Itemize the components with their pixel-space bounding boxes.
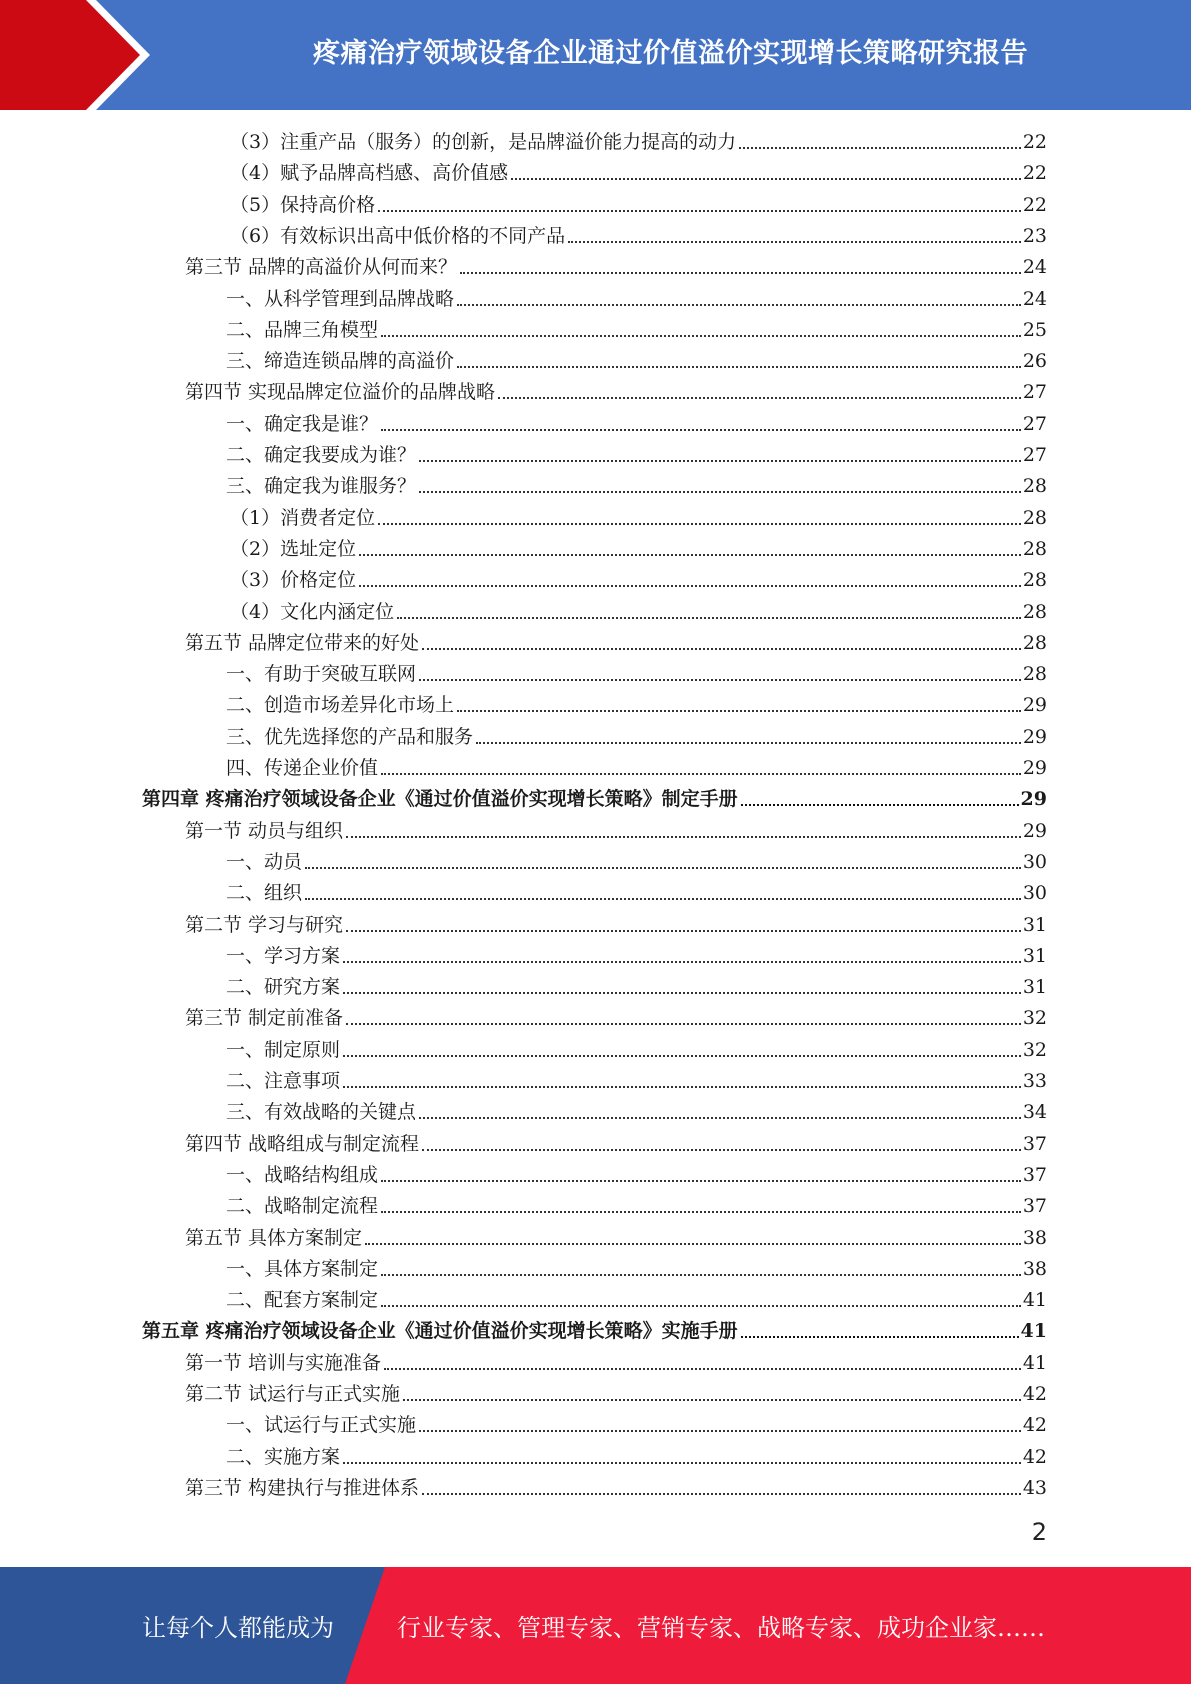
toc-dot-leader [419, 471, 1021, 493]
toc-entry-label: 第五章 疼痛治疗领域设备企业《通过价值溢价实现增长策略》实施手册 [142, 1320, 738, 1342]
toc-entry-page: 31 [1022, 976, 1047, 998]
toc-entry[interactable] [142, 1316, 1047, 1347]
toc-entry-page: 29 [1022, 726, 1047, 748]
toc-dot-leader [305, 847, 1021, 869]
toc-entry[interactable] [226, 722, 1047, 753]
toc-entry-label: 第四节 实现品牌定位溢价的品牌战略 [185, 381, 496, 403]
toc-dot-leader [568, 221, 1021, 243]
toc-entry-label: 二、品牌三角模型 [226, 319, 379, 341]
toc-dot-leader [419, 1410, 1021, 1432]
toc-entry[interactable] [226, 1410, 1047, 1441]
toc-entry[interactable] [226, 972, 1047, 1003]
toc-entry-label: 一、具体方案制定 [226, 1258, 379, 1280]
toc-entry-label: 二、确定我要成为谁？ [226, 444, 417, 466]
toc-dot-leader [476, 722, 1021, 744]
toc-entry-label: 四、传递企业价值 [226, 757, 379, 779]
toc-dot-leader [381, 1160, 1021, 1182]
toc-entry-page: 29 [1022, 694, 1047, 716]
toc-entry[interactable] [226, 1097, 1047, 1128]
toc-dot-leader [346, 910, 1021, 932]
toc-entry-page: 42 [1022, 1446, 1047, 1468]
toc-dot-leader [381, 1285, 1021, 1307]
toc-entry-label: 第一节 培训与实施准备 [185, 1352, 382, 1374]
toc-dot-leader [381, 1254, 1021, 1276]
toc-entry-label: （2）选址定位 [230, 538, 357, 560]
toc-entry-page: 37 [1022, 1164, 1047, 1186]
toc-dot-leader [457, 284, 1021, 306]
toc-entry[interactable] [185, 910, 1047, 941]
toc-entry-page: 30 [1022, 851, 1047, 873]
toc-dot-leader [511, 158, 1021, 180]
toc-dot-leader [343, 1035, 1021, 1057]
toc-entry-page: 41 [1022, 1352, 1047, 1374]
toc-entry-label: （3）注重产品（服务）的创新，是品牌溢价能力提高的动力 [230, 131, 737, 153]
toc-entry-page: 28 [1022, 663, 1047, 685]
toc-entry-label: 二、组织 [226, 882, 303, 904]
toc-entry-page: 28 [1022, 601, 1047, 623]
toc-dot-leader [381, 753, 1021, 775]
toc-entry-page: 43 [1022, 1477, 1047, 1499]
toc-entry[interactable] [230, 503, 1047, 534]
toc-entry[interactable] [185, 1348, 1047, 1379]
toc-entry[interactable] [230, 565, 1047, 596]
toc-entry-label: 第五节 品牌定位带来的好处 [185, 632, 420, 654]
toc-dot-leader [381, 315, 1021, 337]
toc-dot-leader [422, 1129, 1021, 1151]
toc-entry-label: 一、学习方案 [226, 945, 341, 967]
toc-dot-leader [384, 1348, 1021, 1370]
toc-entry-page: 28 [1022, 538, 1047, 560]
toc-dot-leader [378, 503, 1021, 525]
toc-entry-page: 41 [1022, 1289, 1047, 1311]
toc-entry-label: （1）消费者定位 [230, 507, 376, 529]
toc-entry-label: 第二节 试运行与正式实施 [185, 1383, 401, 1405]
toc-entry-page: 27 [1022, 413, 1047, 435]
toc-entry-page: 26 [1022, 350, 1047, 372]
toc-entry[interactable] [226, 471, 1047, 502]
toc-entry-page: 22 [1022, 194, 1047, 216]
toc-entry-label: 二、战略制定流程 [226, 1195, 379, 1217]
header-arrow-decoration [0, 0, 160, 110]
toc-entry[interactable] [226, 1191, 1047, 1222]
toc-entry[interactable] [226, 440, 1047, 471]
toc-dot-leader [741, 784, 1019, 806]
toc-entry[interactable] [185, 1379, 1047, 1410]
page-header [0, 0, 1191, 110]
toc-entry[interactable] [185, 1129, 1047, 1160]
toc-entry[interactable] [230, 597, 1047, 628]
footer-slogan-left: 让每个人都能成为 [142, 1614, 334, 1642]
toc-entry[interactable] [226, 753, 1047, 784]
toc-entry-label: （4）赋予品牌高档感、高价值感 [230, 162, 509, 184]
toc-dot-leader [381, 1191, 1021, 1213]
toc-dot-leader [343, 1066, 1021, 1088]
toc-entry-page: 31 [1022, 914, 1047, 936]
toc-entry[interactable] [226, 346, 1047, 377]
toc-entry-label: 一、确定我是谁？ [226, 413, 379, 435]
toc-entry-label: 三、缔造连锁品牌的高溢价 [226, 350, 455, 372]
toc-entry[interactable] [230, 127, 1047, 158]
toc-entry-page: 32 [1022, 1039, 1047, 1061]
toc-entry[interactable] [185, 816, 1047, 847]
toc-dot-leader [381, 409, 1021, 431]
toc-entry-page: 29 [1022, 757, 1047, 779]
toc-entry[interactable] [185, 1223, 1047, 1254]
toc-entry-page: 29 [1022, 820, 1047, 842]
toc-entry-label: 一、有助于突破互联网 [226, 663, 417, 685]
toc-entry-label: 二、注意事项 [226, 1070, 341, 1092]
toc-entry-page: 25 [1022, 319, 1047, 341]
toc-entry[interactable] [230, 158, 1047, 189]
toc-dot-leader [422, 628, 1021, 650]
toc-entry[interactable] [226, 1160, 1047, 1191]
toc-entry[interactable] [226, 284, 1047, 315]
toc-dot-leader [397, 597, 1021, 619]
toc-entry-page: 32 [1022, 1007, 1047, 1029]
toc-entry-label: 一、从科学管理到品牌战略 [226, 288, 455, 310]
toc-entry[interactable] [185, 628, 1047, 659]
toc-entry-page: 34 [1022, 1101, 1047, 1123]
toc-dot-leader [346, 1003, 1021, 1025]
toc-dot-leader [378, 190, 1021, 212]
toc-entry-label: 二、创造市场差异化市场上 [226, 694, 455, 716]
toc-entry-label: 一、试运行与正式实施 [226, 1414, 417, 1436]
toc-dot-leader [359, 534, 1021, 556]
toc-entry-label: 三、优先选择您的产品和服务 [226, 726, 474, 748]
toc-entry-page: 37 [1022, 1133, 1047, 1155]
toc-entry-label: 第二节 学习与研究 [185, 914, 344, 936]
toc-entry-page: 23 [1022, 225, 1047, 247]
toc-dot-leader [343, 941, 1021, 963]
toc-entry-page: 28 [1022, 569, 1047, 591]
toc-entry-page: 38 [1022, 1227, 1047, 1249]
toc-entry-label: 二、配套方案制定 [226, 1289, 379, 1311]
page-footer [0, 1567, 1191, 1684]
header-title: 疼痛治疗领域设备企业通过价值溢价实现增长策略研究报告 [313, 37, 1028, 69]
toc-entry-label: （6）有效标识出高中低价格的不同产品 [230, 225, 566, 247]
toc-entry[interactable] [226, 941, 1047, 972]
toc-entry-label: 二、实施方案 [226, 1446, 341, 1468]
toc-entry[interactable] [226, 1285, 1047, 1316]
toc-entry-page: 28 [1022, 632, 1047, 654]
toc-entry-page: 22 [1022, 131, 1047, 153]
toc-entry-label: （3）价格定位 [230, 569, 357, 591]
toc-entry-label: 第一节 动员与组织 [185, 820, 344, 842]
toc-entry[interactable] [185, 377, 1047, 408]
toc-dot-leader [457, 690, 1021, 712]
toc-entry-label: 三、有效战略的关键点 [226, 1101, 417, 1123]
toc-dot-leader [419, 1097, 1021, 1119]
toc-entry-label: 一、战略结构组成 [226, 1164, 379, 1186]
toc-entry[interactable] [226, 1254, 1047, 1285]
toc-entry[interactable] [230, 534, 1047, 565]
toc-entry[interactable] [226, 315, 1047, 346]
toc-dot-leader [460, 252, 1021, 274]
toc-entry-label: 二、研究方案 [226, 976, 341, 998]
toc-entry-page: 42 [1022, 1414, 1047, 1436]
toc-dot-leader [419, 440, 1021, 462]
toc-entry-page: 27 [1022, 381, 1047, 403]
toc-entry[interactable] [226, 1035, 1047, 1066]
toc-entry-page: 30 [1022, 882, 1047, 904]
page-number: 2 [1031, 1518, 1047, 1546]
toc-entry[interactable] [226, 1066, 1047, 1097]
toc-entry-page: 24 [1022, 256, 1047, 278]
toc-entry-label: 第四节 战略组成与制定流程 [185, 1133, 420, 1155]
footer-slogan-right: 行业专家、管理专家、营销专家、战略专家、成功企业家…… [397, 1614, 1045, 1642]
toc-entry-page: 33 [1022, 1070, 1047, 1092]
toc-entry[interactable] [185, 252, 1047, 283]
toc-entry-page: 24 [1022, 288, 1047, 310]
toc-dot-leader [359, 565, 1021, 587]
toc-entry-label: 一、动员 [226, 851, 303, 873]
toc-entry-page: 42 [1022, 1383, 1047, 1405]
toc-entry-label: 第三节 制定前准备 [185, 1007, 344, 1029]
toc-dot-leader [365, 1223, 1021, 1245]
toc-entry[interactable] [230, 190, 1047, 221]
toc-dot-leader [498, 377, 1021, 399]
toc-entry[interactable] [226, 690, 1047, 721]
toc-entry[interactable] [185, 1003, 1047, 1034]
toc-entry-label: 第五节 具体方案制定 [185, 1227, 363, 1249]
toc-entry-page: 22 [1022, 162, 1047, 184]
toc-entry-page: 27 [1022, 444, 1047, 466]
toc-dot-leader [343, 972, 1021, 994]
toc-dot-leader [422, 1473, 1021, 1495]
toc-entry-page: 29 [1020, 788, 1047, 810]
toc-dot-leader [741, 1316, 1019, 1338]
toc-entry-label: 第三节 品牌的高溢价从何而来？ [185, 256, 458, 278]
toc-dot-leader [305, 878, 1021, 900]
toc-dot-leader [346, 816, 1021, 838]
toc-dot-leader [457, 346, 1021, 368]
toc-entry[interactable] [185, 1473, 1047, 1504]
toc-entry[interactable] [226, 659, 1047, 690]
toc-entry[interactable] [226, 409, 1047, 440]
toc-entry-page: 28 [1022, 475, 1047, 497]
toc-dot-leader [419, 659, 1021, 681]
toc-entry-page: 28 [1022, 507, 1047, 529]
toc-dot-leader [403, 1379, 1021, 1401]
toc-entry[interactable] [226, 1442, 1047, 1473]
toc-entry-label: （5）保持高价格 [230, 194, 376, 216]
toc-dot-leader [739, 127, 1021, 149]
toc-entry-label: 三、确定我为谁服务？ [226, 475, 417, 497]
toc-entry[interactable] [230, 221, 1047, 252]
toc-entry[interactable] [142, 784, 1047, 815]
toc-entry-label: （4）文化内涵定位 [230, 601, 395, 623]
toc-entry-label: 第四章 疼痛治疗领域设备企业《通过价值溢价实现增长策略》制定手册 [142, 788, 738, 810]
toc-entry[interactable] [226, 847, 1047, 878]
toc-entry-page: 38 [1022, 1258, 1047, 1280]
toc-entry-page: 31 [1022, 945, 1047, 967]
toc-entry[interactable] [226, 878, 1047, 909]
toc-entry-label: 一、制定原则 [226, 1039, 341, 1061]
toc-entry-page: 37 [1022, 1195, 1047, 1217]
toc-entry-page: 41 [1020, 1320, 1047, 1342]
toc-dot-leader [343, 1442, 1021, 1464]
toc-entry-label: 第三节 构建执行与推进体系 [185, 1477, 420, 1499]
